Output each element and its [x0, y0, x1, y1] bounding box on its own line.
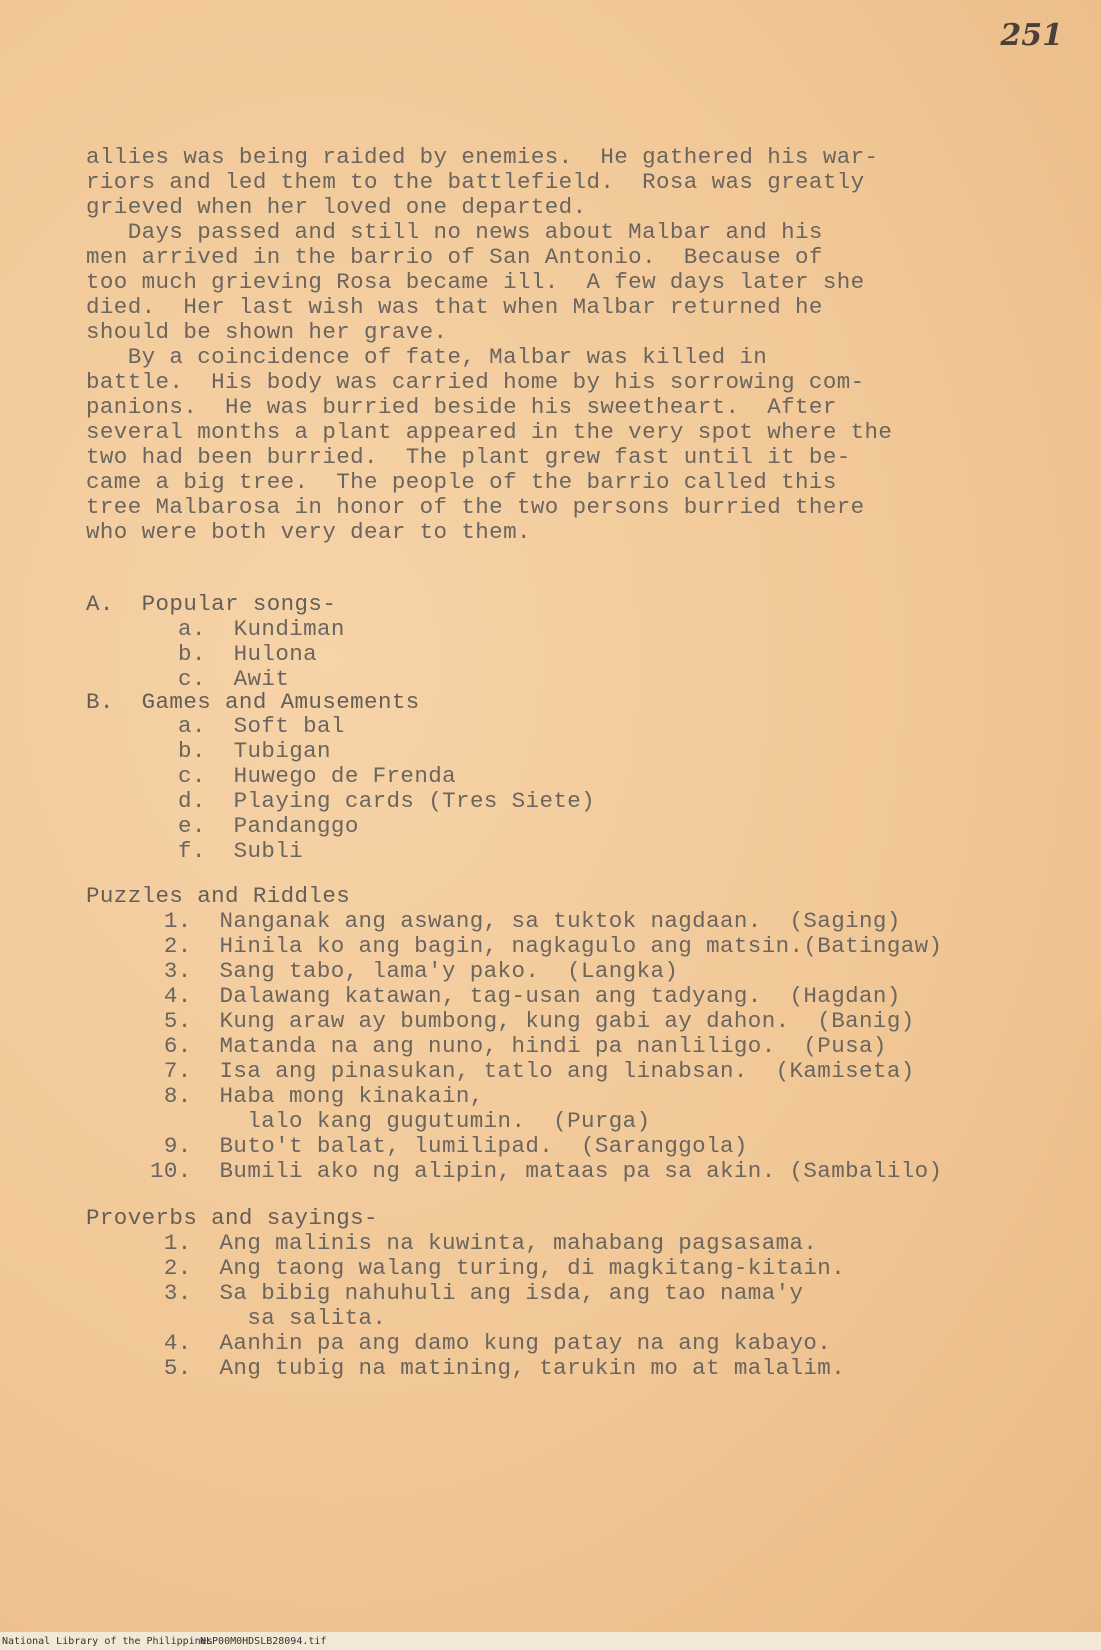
list-item: 1. Nanganak ang aswang, sa tuktok nagdaan. (Saging) — [150, 908, 901, 934]
story-line: two had been burried. The plant grew fast until it be- — [86, 444, 851, 470]
list-item: 8. Haba mong kinakain, — [150, 1083, 484, 1109]
section-heading: Puzzles and Riddles — [86, 883, 351, 909]
page-number: 251 — [1000, 18, 1063, 53]
story-line: battle. His body was carried home by his sorrowing com- — [86, 369, 865, 395]
list-item: 3. Sang tabo, lama'y pako. (Langka) — [150, 958, 679, 984]
list-item: 9. Buto't balat, lumilipad. (Saranggola) — [150, 1133, 748, 1159]
section-heading: B. Games and Amusements — [86, 689, 420, 715]
story-line: tree Malbarosa in honor of the two persons burried there — [86, 494, 865, 520]
list-item: b. Tubigan — [178, 738, 331, 764]
list-item: 2. Ang taong walang turing, di magkitang-kitain. — [150, 1255, 846, 1281]
story-line: came a big tree. The people of the barrio called this — [86, 469, 837, 495]
list-item: b. Hulona — [178, 641, 318, 667]
story-line: too much grieving Rosa became ill. A few days later she — [86, 269, 865, 295]
story-line: panions. He was burried beside his sweetheart. After — [86, 394, 837, 420]
footer-library-label: National Library of the Philippines — [2, 1636, 213, 1647]
section-heading: A. Popular songs- — [86, 591, 337, 617]
list-item: lalo kang gugutumin. (Purga) — [150, 1108, 651, 1134]
list-item: 10. Bumili ako ng alipin, mataas pa sa akin. (Sambalilo) — [150, 1158, 943, 1184]
list-item: 3. Sa bibig nahuhuli ang isda, ang tao nama'y — [150, 1280, 804, 1306]
list-item: sa salita. — [150, 1305, 387, 1331]
list-item: a. Kundiman — [178, 616, 345, 642]
footer-file-label: NLP00M0HDSLB28094.tif — [200, 1636, 327, 1647]
scan-footer — [0, 1632, 1101, 1650]
list-item: d. Playing cards (Tres Siete) — [178, 788, 596, 814]
list-item: f. Subli — [178, 838, 304, 864]
list-item: a. Soft bal — [178, 713, 345, 739]
list-item: 4. Aanhin pa ang damo kung patay na ang kabayo. — [150, 1330, 832, 1356]
list-item: 2. Hinila ko ang bagin, nagkagulo ang matsin.(Batingaw) — [150, 933, 943, 959]
list-item: 1. Ang malinis na kuwinta, mahabang pagsasama. — [150, 1230, 818, 1256]
story-line: riors and led them to the battlefield. Rosa was greatly — [86, 169, 865, 195]
story-line: allies was being raided by enemies. He gathered his war- — [86, 144, 879, 170]
list-item: c. Huwego de Frenda — [178, 763, 457, 789]
section-heading: Proverbs and sayings- — [86, 1205, 378, 1231]
list-item: c. Awit — [178, 666, 290, 692]
list-item: 7. Isa ang pinasukan, tatlo ang linabsan. (Kamiseta) — [150, 1058, 915, 1084]
list-item: 4. Dalawang katawan, tag-usan ang tadyang. (Hagdan) — [150, 983, 901, 1009]
story-line: grieved when her loved one departed. — [86, 194, 587, 220]
story-line: who were both very dear to them. — [86, 519, 531, 545]
story-line: Days passed and still no news about Malbar and his — [86, 219, 823, 245]
list-item: e. Pandanggo — [178, 813, 359, 839]
story-line: several months a plant appeared in the very spot where the — [86, 419, 893, 445]
list-item: 5. Ang tubig na matining, tarukin mo at malalim. — [150, 1355, 846, 1381]
list-item: 5. Kung araw ay bumbong, kung gabi ay dahon. (Banig) — [150, 1008, 915, 1034]
story-line: men arrived in the barrio of San Antonio. Because of — [86, 244, 823, 270]
story-line: should be shown her grave. — [86, 319, 448, 345]
list-item: 6. Matanda na ang nuno, hindi pa nanliligo. (Pusa) — [150, 1033, 887, 1059]
story-line: died. Her last wish was that when Malbar returned he — [86, 294, 823, 320]
story-line: By a coincidence of fate, Malbar was killed in — [86, 344, 768, 370]
